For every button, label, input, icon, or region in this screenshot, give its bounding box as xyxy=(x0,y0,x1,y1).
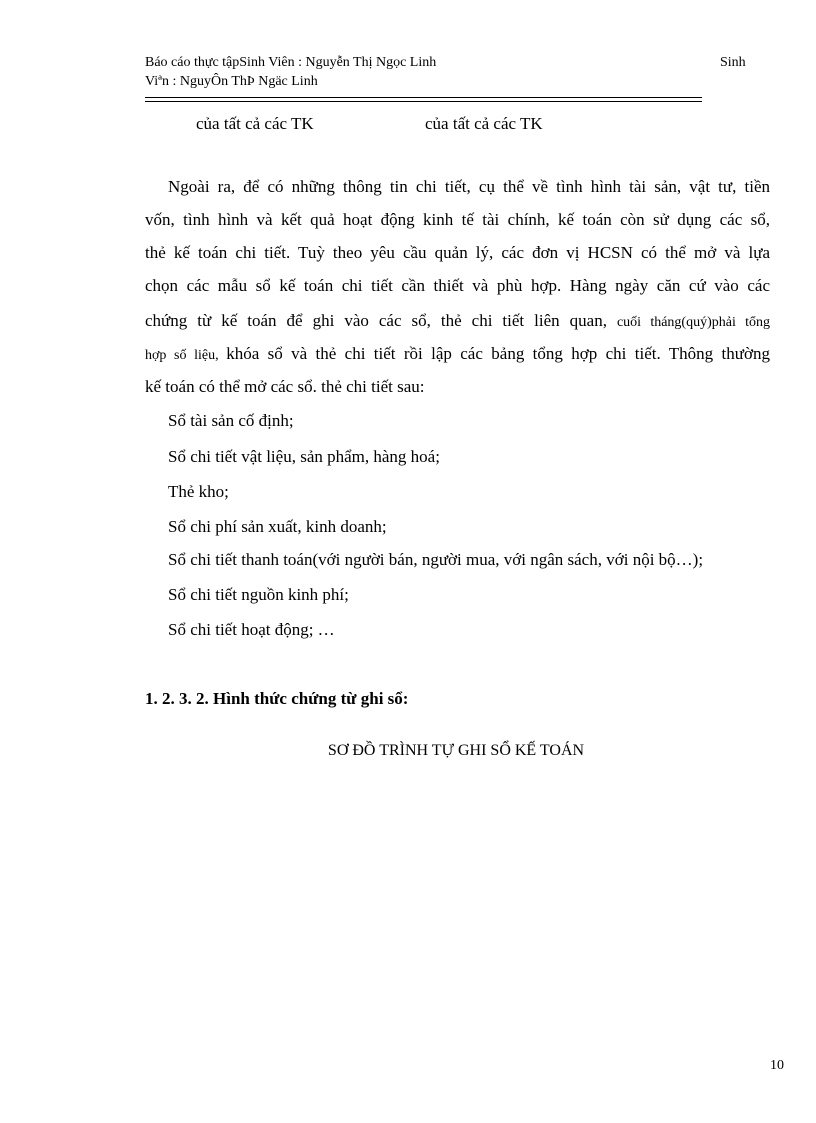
paragraph-line: chọn các mẫu sổ kế toán chi tiết cần thiết và phù hợp. Hàng ngày căn cứ vào các xyxy=(145,276,770,295)
paragraph-text: chứng từ kế toán để ghi vào các sổ, thẻ chi tiết liên quan, xyxy=(145,311,617,330)
list-item: Sổ chi tiết thanh toán(với người bán, người mua, với ngân sách, với nội bộ…); xyxy=(168,550,704,569)
table-fragment-right: của tất cả các TK xyxy=(425,114,543,133)
header-rule-bottom xyxy=(145,101,702,102)
page-number: 10 xyxy=(770,1058,784,1073)
table-fragment-left: của tất cả các TK xyxy=(196,114,314,133)
section-heading: 1. 2. 3. 2. Hình thức chứng từ ghi sổ: xyxy=(145,689,409,708)
paragraph-line: kế toán có thể mở các sổ. thẻ chi tiết sau: xyxy=(145,377,425,396)
diagram-title: SƠ ĐỒ TRÌNH TỰ GHI SỔ KẾ TOÁN xyxy=(327,742,585,759)
paragraph-small-text: hợp số liệu, xyxy=(145,348,227,363)
list-item: Sổ chi phí sản xuất, kinh doanh; xyxy=(168,517,387,536)
list-item: Sổ tài sản cố định; xyxy=(168,411,294,430)
paragraph-line xyxy=(145,310,770,334)
paragraph-small-text: cuối tháng(quý)phải tổng xyxy=(616,315,770,330)
paragraph-line: vốn, tình hình và kết quả hoạt động kinh tế tài chính, kế toán còn sử dụng các sổ, xyxy=(145,210,770,229)
paragraph-line xyxy=(145,343,770,367)
list-item: Thẻ kho; xyxy=(168,482,229,501)
paragraph-text: khóa sổ và thẻ chi tiết rồi lập các bảng tổng hợp chi tiết. Thông thường xyxy=(226,344,770,363)
header-rule-top xyxy=(145,97,702,98)
header-right-text: Sinh xyxy=(720,55,746,70)
header-subtitle: Viªn : NguyÔn ThÞ Ngäc Linh xyxy=(145,74,318,89)
paragraph-line: Ngoài ra, để có những thông tin chi tiết, cụ thể về tình hình tài sản, vật tư, tiền xyxy=(168,177,770,196)
paragraph-line: thẻ kế toán chi tiết. Tuỳ theo yêu cầu quản lý, các đơn vị HCSN có thể mở và lựa xyxy=(145,243,770,262)
list-item: Sổ chi tiết nguồn kinh phí; xyxy=(168,585,349,604)
header-title: Báo cáo thực tậpSinh Viên : Nguyễn Thị Ngọc Linh xyxy=(145,55,437,70)
list-item: Sổ chi tiết vật liệu, sản phẩm, hàng hoá; xyxy=(168,447,440,466)
list-item: Sổ chi tiết hoạt động; … xyxy=(168,620,335,639)
